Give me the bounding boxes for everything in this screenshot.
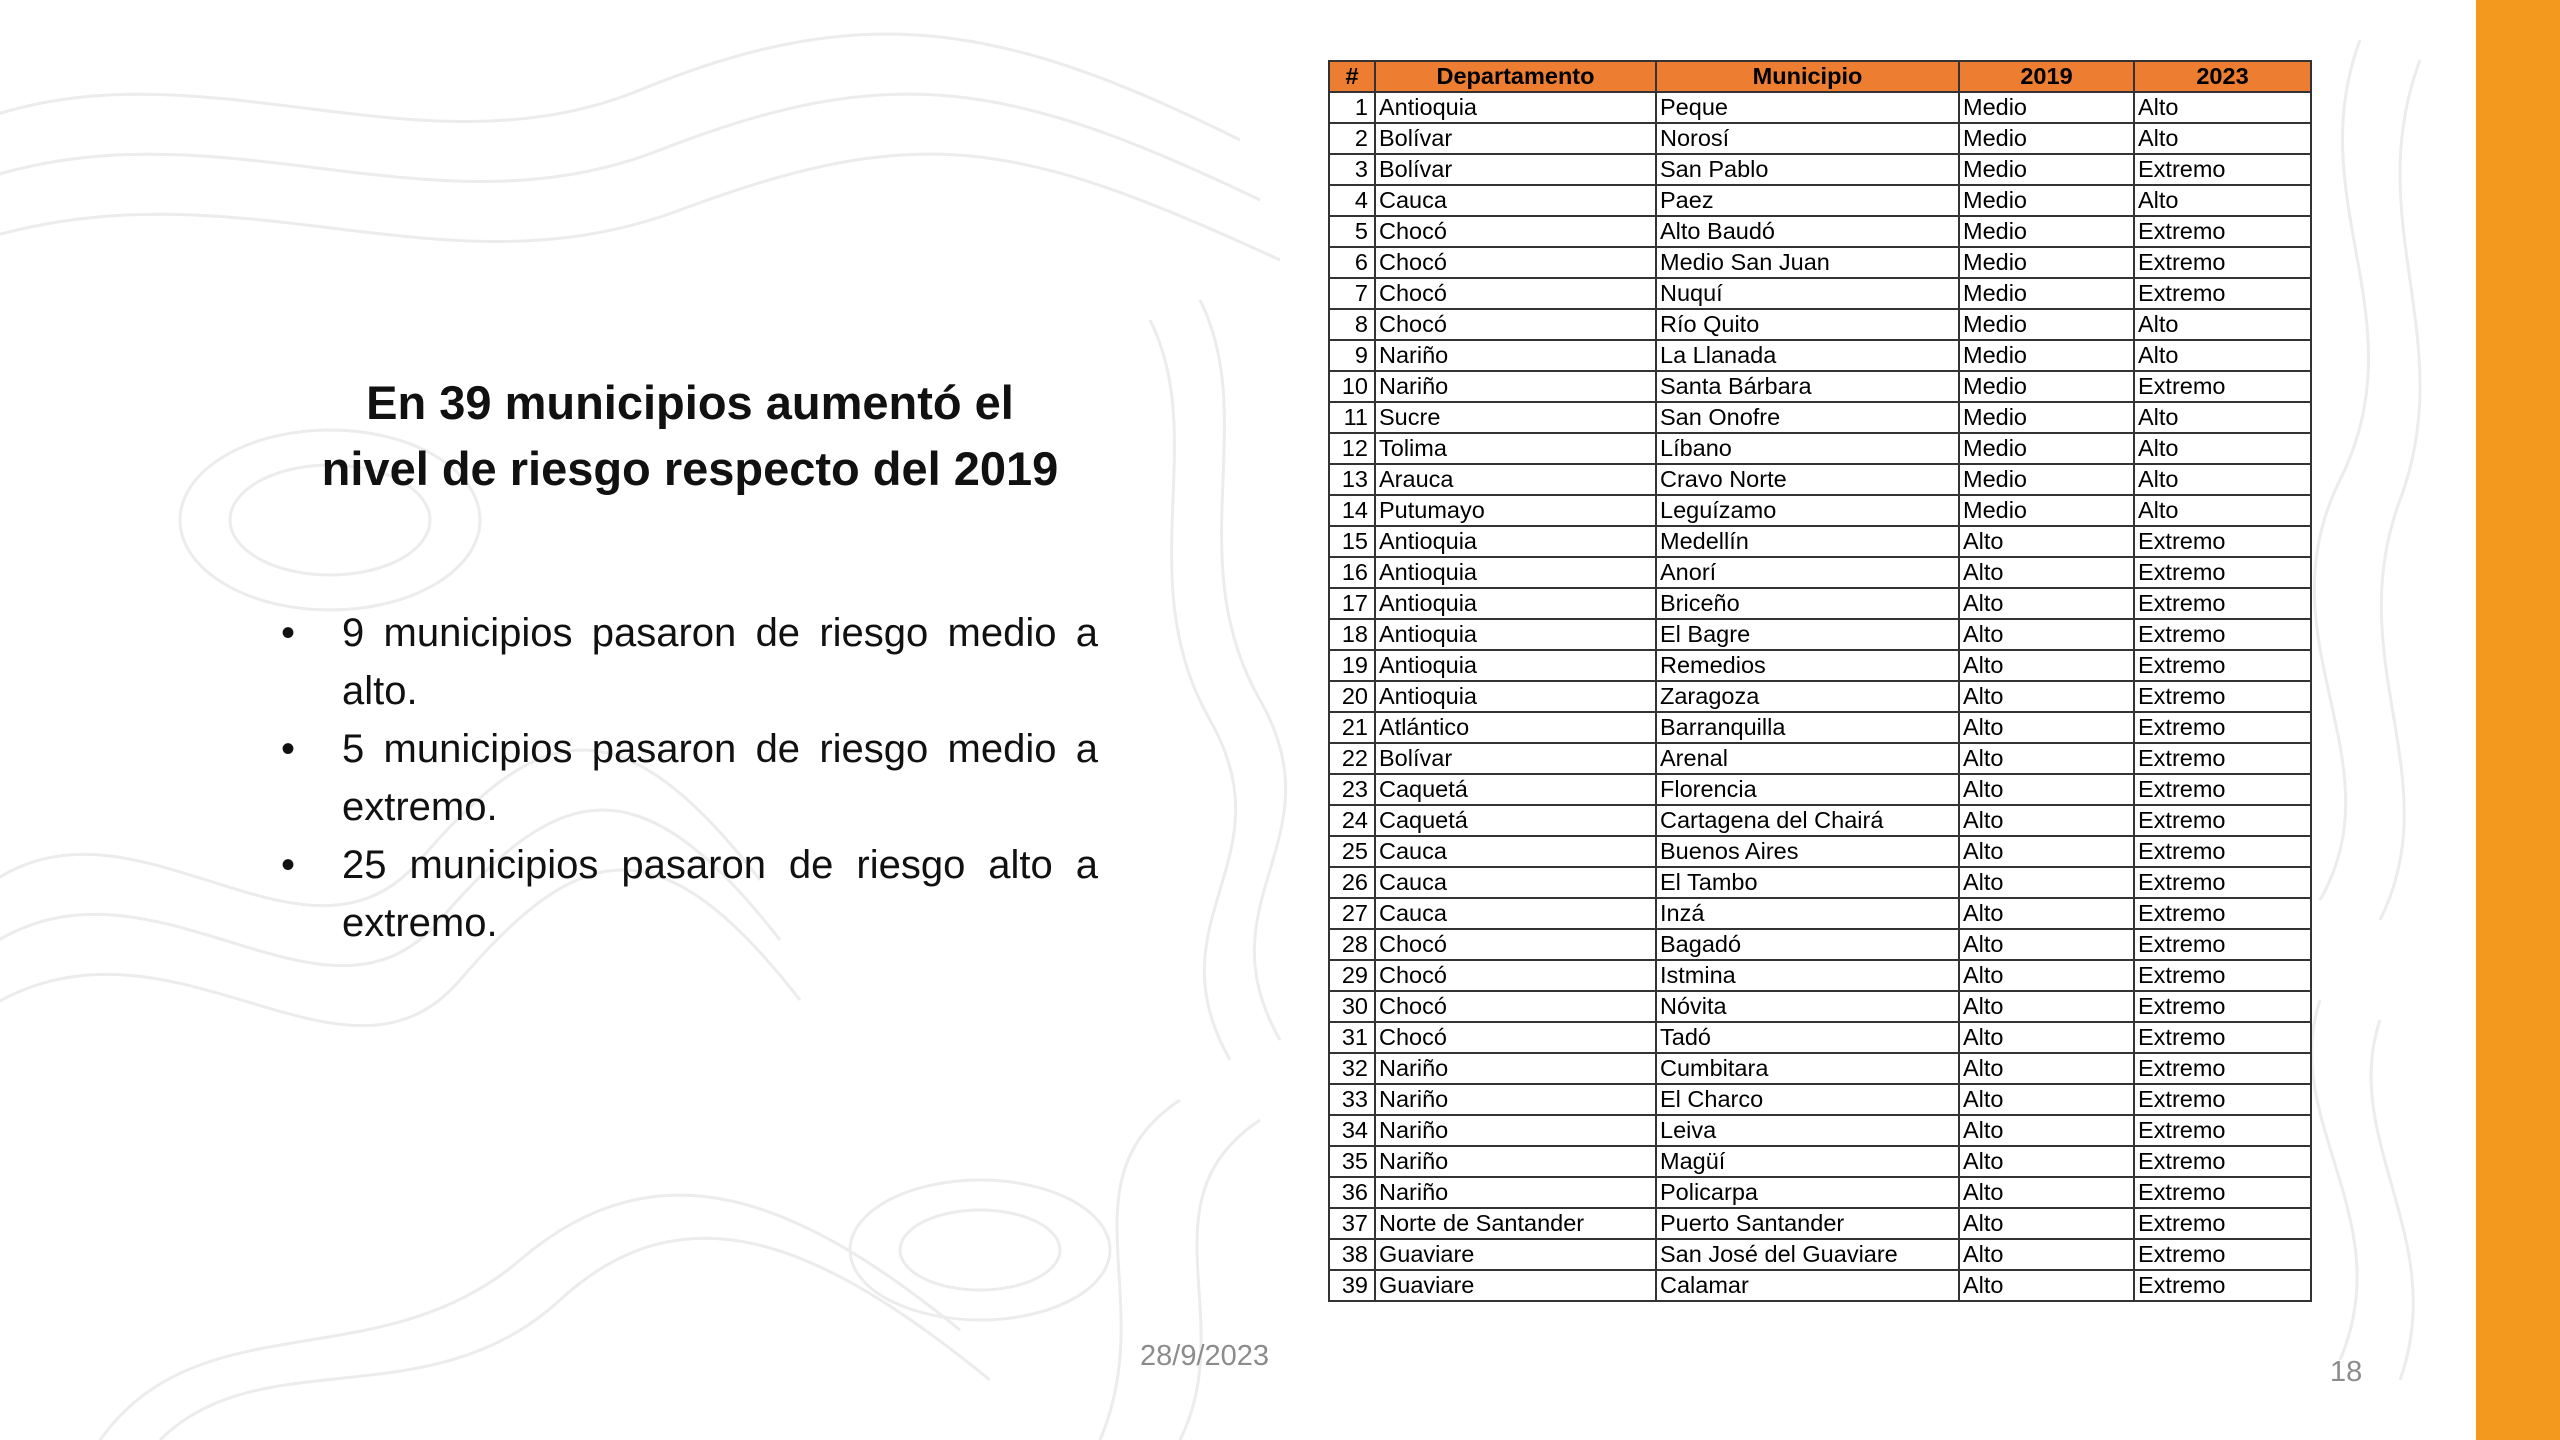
- cell-2019: Alto: [1959, 1208, 2134, 1239]
- bullet-text: 5 municipios pasaron de riesgo medio a extremo.: [342, 727, 1098, 829]
- cell-2019: Alto: [1959, 1146, 2134, 1177]
- cell-municipio: El Tambo: [1656, 867, 1959, 898]
- cell-municipio: Calamar: [1656, 1270, 1959, 1301]
- cell-municipio: San Onofre: [1656, 402, 1959, 433]
- cell-number: 19: [1329, 650, 1375, 681]
- table-row: [1329, 154, 2311, 185]
- cell-departamento: Sucre: [1375, 402, 1656, 433]
- cell-2019: Medio: [1959, 309, 2134, 340]
- cell-number: 5: [1329, 216, 1375, 247]
- cell-municipio: Medio San Juan: [1656, 247, 1959, 278]
- cell-municipio: Santa Bárbara: [1656, 371, 1959, 402]
- cell-municipio: Cartagena del Chairá: [1656, 805, 1959, 836]
- cell-departamento: Chocó: [1375, 216, 1656, 247]
- cell-departamento: Cauca: [1375, 836, 1656, 867]
- cell-2023: Alto: [2134, 185, 2311, 216]
- cell-2023: Extremo: [2134, 681, 2311, 712]
- cell-2019: Alto: [1959, 929, 2134, 960]
- cell-departamento: Nariño: [1375, 1177, 1656, 1208]
- cell-number: 37: [1329, 1208, 1375, 1239]
- cell-2019: Medio: [1959, 123, 2134, 154]
- table-row: [1329, 123, 2311, 154]
- cell-2019: Alto: [1959, 1177, 2134, 1208]
- cell-municipio: Anorí: [1656, 557, 1959, 588]
- table-row: [1329, 712, 2311, 743]
- table-row: [1329, 309, 2311, 340]
- cell-departamento: Antioquia: [1375, 526, 1656, 557]
- cell-2019: Medio: [1959, 247, 2134, 278]
- header-number: #: [1329, 61, 1375, 92]
- cell-2023: Extremo: [2134, 1208, 2311, 1239]
- table-row: [1329, 1177, 2311, 1208]
- bullet-icon: •: [281, 727, 296, 771]
- cell-2023: Alto: [2134, 309, 2311, 340]
- cell-municipio: Magüí: [1656, 1146, 1959, 1177]
- cell-2023: Extremo: [2134, 867, 2311, 898]
- cell-departamento: Chocó: [1375, 960, 1656, 991]
- cell-2019: Alto: [1959, 774, 2134, 805]
- cell-2019: Alto: [1959, 1084, 2134, 1115]
- cell-2023: Alto: [2134, 464, 2311, 495]
- cell-municipio: Nóvita: [1656, 991, 1959, 1022]
- cell-municipio: Peque: [1656, 92, 1959, 123]
- cell-2023: Extremo: [2134, 1239, 2311, 1270]
- cell-number: 18: [1329, 619, 1375, 650]
- cell-2019: Alto: [1959, 836, 2134, 867]
- heading-line-2: nivel de riesgo respecto del 2019: [321, 442, 1059, 495]
- cell-number: 23: [1329, 774, 1375, 805]
- cell-departamento: Arauca: [1375, 464, 1656, 495]
- bullet-item: [275, 836, 1098, 952]
- cell-2023: Extremo: [2134, 743, 2311, 774]
- cell-number: 36: [1329, 1177, 1375, 1208]
- cell-departamento: Antioquia: [1375, 557, 1656, 588]
- table-row: [1329, 743, 2311, 774]
- cell-number: 15: [1329, 526, 1375, 557]
- cell-2019: Medio: [1959, 154, 2134, 185]
- cell-number: 39: [1329, 1270, 1375, 1301]
- cell-2019: Medio: [1959, 433, 2134, 464]
- cell-number: 16: [1329, 557, 1375, 588]
- cell-number: 12: [1329, 433, 1375, 464]
- cell-departamento: Caquetá: [1375, 774, 1656, 805]
- table-row: [1329, 433, 2311, 464]
- cell-number: 22: [1329, 743, 1375, 774]
- table-row: [1329, 929, 2311, 960]
- cell-number: 38: [1329, 1239, 1375, 1270]
- bullet-item: [275, 720, 1098, 836]
- cell-number: 13: [1329, 464, 1375, 495]
- cell-departamento: Bolívar: [1375, 743, 1656, 774]
- cell-departamento: Norte de Santander: [1375, 1208, 1656, 1239]
- cell-departamento: Guaviare: [1375, 1270, 1656, 1301]
- bullet-icon: •: [281, 611, 296, 655]
- table-row: [1329, 92, 2311, 123]
- cell-2023: Extremo: [2134, 1270, 2311, 1301]
- cell-municipio: Cravo Norte: [1656, 464, 1959, 495]
- table-row: [1329, 526, 2311, 557]
- cell-departamento: Nariño: [1375, 1115, 1656, 1146]
- cell-2019: Medio: [1959, 185, 2134, 216]
- cell-municipio: San José del Guaviare: [1656, 1239, 1959, 1270]
- table-body: [1329, 92, 2311, 1301]
- cell-departamento: Nariño: [1375, 340, 1656, 371]
- cell-departamento: Antioquia: [1375, 92, 1656, 123]
- header-2019: 2019: [1959, 61, 2134, 92]
- cell-municipio: Leguízamo: [1656, 495, 1959, 526]
- cell-municipio: Río Quito: [1656, 309, 1959, 340]
- cell-number: 29: [1329, 960, 1375, 991]
- table-row: [1329, 340, 2311, 371]
- header-departamento: Departamento: [1375, 61, 1656, 92]
- cell-2023: Extremo: [2134, 1022, 2311, 1053]
- cell-2019: Medio: [1959, 340, 2134, 371]
- cell-departamento: Cauca: [1375, 185, 1656, 216]
- bullet-text: 25 municipios pasaron de riesgo alto a extremo.: [342, 843, 1098, 945]
- slide-heading: [275, 370, 1105, 502]
- cell-2023: Extremo: [2134, 650, 2311, 681]
- cell-2023: Alto: [2134, 495, 2311, 526]
- cell-2019: Alto: [1959, 1239, 2134, 1270]
- cell-2023: Alto: [2134, 340, 2311, 371]
- cell-number: 30: [1329, 991, 1375, 1022]
- table-row: [1329, 1053, 2311, 1084]
- bullet-icon: •: [281, 843, 296, 887]
- cell-2023: Alto: [2134, 123, 2311, 154]
- orange-accent-bar: [2476, 0, 2560, 1440]
- slide-date: 28/9/2023: [1140, 1340, 1270, 1372]
- cell-municipio: Buenos Aires: [1656, 836, 1959, 867]
- cell-departamento: Cauca: [1375, 867, 1656, 898]
- page-number: 18: [2330, 1356, 2363, 1388]
- cell-departamento: Chocó: [1375, 247, 1656, 278]
- table-row: [1329, 650, 2311, 681]
- cell-2023: Extremo: [2134, 371, 2311, 402]
- cell-municipio: Barranquilla: [1656, 712, 1959, 743]
- cell-departamento: Antioquia: [1375, 681, 1656, 712]
- cell-number: 25: [1329, 836, 1375, 867]
- table-row: [1329, 1239, 2311, 1270]
- bullet-text: 9 municipios pasaron de riesgo medio a alto.: [342, 611, 1098, 713]
- cell-number: 28: [1329, 929, 1375, 960]
- cell-2023: Extremo: [2134, 619, 2311, 650]
- cell-departamento: Nariño: [1375, 371, 1656, 402]
- cell-2019: Alto: [1959, 650, 2134, 681]
- cell-2019: Alto: [1959, 1115, 2134, 1146]
- cell-2019: Alto: [1959, 681, 2134, 712]
- cell-number: 21: [1329, 712, 1375, 743]
- table-row: [1329, 1022, 2311, 1053]
- cell-2023: Extremo: [2134, 557, 2311, 588]
- cell-municipio: Istmina: [1656, 960, 1959, 991]
- cell-departamento: Antioquia: [1375, 588, 1656, 619]
- cell-municipio: El Charco: [1656, 1084, 1959, 1115]
- cell-number: 34: [1329, 1115, 1375, 1146]
- cell-2019: Medio: [1959, 371, 2134, 402]
- heading-line-1: En 39 municipios aumentó el: [366, 376, 1014, 429]
- cell-departamento: Bolívar: [1375, 123, 1656, 154]
- table-row: [1329, 681, 2311, 712]
- cell-2019: Medio: [1959, 216, 2134, 247]
- cell-2023: Extremo: [2134, 278, 2311, 309]
- cell-2019: Medio: [1959, 402, 2134, 433]
- cell-number: 2: [1329, 123, 1375, 154]
- cell-municipio: Medellín: [1656, 526, 1959, 557]
- table-row: [1329, 216, 2311, 247]
- cell-2023: Extremo: [2134, 526, 2311, 557]
- cell-departamento: Chocó: [1375, 278, 1656, 309]
- cell-2023: Extremo: [2134, 929, 2311, 960]
- cell-2023: Extremo: [2134, 836, 2311, 867]
- cell-number: 11: [1329, 402, 1375, 433]
- header-2023: 2023: [2134, 61, 2311, 92]
- bullet-item: [275, 604, 1098, 720]
- cell-2019: Alto: [1959, 991, 2134, 1022]
- cell-number: 14: [1329, 495, 1375, 526]
- cell-number: 26: [1329, 867, 1375, 898]
- table-row: [1329, 619, 2311, 650]
- cell-municipio: Paez: [1656, 185, 1959, 216]
- cell-departamento: Chocó: [1375, 309, 1656, 340]
- table-row: [1329, 867, 2311, 898]
- table-row: [1329, 495, 2311, 526]
- cell-2023: Extremo: [2134, 774, 2311, 805]
- cell-departamento: Cauca: [1375, 898, 1656, 929]
- cell-municipio: Líbano: [1656, 433, 1959, 464]
- cell-2023: Extremo: [2134, 991, 2311, 1022]
- cell-number: 17: [1329, 588, 1375, 619]
- cell-2019: Alto: [1959, 1270, 2134, 1301]
- cell-municipio: Alto Baudó: [1656, 216, 1959, 247]
- cell-number: 32: [1329, 1053, 1375, 1084]
- table-row: [1329, 1270, 2311, 1301]
- table-row: [1329, 1115, 2311, 1146]
- cell-departamento: Nariño: [1375, 1084, 1656, 1115]
- cell-municipio: San Pablo: [1656, 154, 1959, 185]
- cell-2023: Alto: [2134, 433, 2311, 464]
- table-row: [1329, 402, 2311, 433]
- cell-municipio: Policarpa: [1656, 1177, 1959, 1208]
- cell-departamento: Putumayo: [1375, 495, 1656, 526]
- cell-2019: Alto: [1959, 712, 2134, 743]
- cell-number: 8: [1329, 309, 1375, 340]
- cell-number: 33: [1329, 1084, 1375, 1115]
- cell-2019: Alto: [1959, 1022, 2134, 1053]
- cell-2019: Medio: [1959, 278, 2134, 309]
- cell-2023: Alto: [2134, 92, 2311, 123]
- cell-departamento: Nariño: [1375, 1053, 1656, 1084]
- table-row: [1329, 1208, 2311, 1239]
- cell-2019: Alto: [1959, 960, 2134, 991]
- cell-municipio: Inzá: [1656, 898, 1959, 929]
- cell-number: 24: [1329, 805, 1375, 836]
- cell-number: 6: [1329, 247, 1375, 278]
- cell-municipio: Bagadó: [1656, 929, 1959, 960]
- cell-municipio: Remedios: [1656, 650, 1959, 681]
- cell-number: 1: [1329, 92, 1375, 123]
- header-municipio: Municipio: [1656, 61, 1959, 92]
- cell-departamento: Bolívar: [1375, 154, 1656, 185]
- table-row: [1329, 1084, 2311, 1115]
- cell-municipio: Briceño: [1656, 588, 1959, 619]
- cell-2019: Alto: [1959, 805, 2134, 836]
- cell-number: 27: [1329, 898, 1375, 929]
- cell-2023: Extremo: [2134, 1053, 2311, 1084]
- cell-2023: Alto: [2134, 402, 2311, 433]
- cell-municipio: La Llanada: [1656, 340, 1959, 371]
- cell-departamento: Chocó: [1375, 1022, 1656, 1053]
- cell-2023: Extremo: [2134, 216, 2311, 247]
- cell-number: 10: [1329, 371, 1375, 402]
- cell-2019: Medio: [1959, 92, 2134, 123]
- table-row: [1329, 185, 2311, 216]
- cell-number: 4: [1329, 185, 1375, 216]
- cell-departamento: Antioquia: [1375, 650, 1656, 681]
- cell-2023: Extremo: [2134, 898, 2311, 929]
- cell-municipio: Cumbitara: [1656, 1053, 1959, 1084]
- table-row: [1329, 247, 2311, 278]
- cell-number: 20: [1329, 681, 1375, 712]
- cell-departamento: Nariño: [1375, 1146, 1656, 1177]
- cell-municipio: Leiva: [1656, 1115, 1959, 1146]
- table-row: [1329, 588, 2311, 619]
- cell-2019: Alto: [1959, 557, 2134, 588]
- cell-municipio: Nuquí: [1656, 278, 1959, 309]
- cell-2023: Extremo: [2134, 247, 2311, 278]
- cell-municipio: Arenal: [1656, 743, 1959, 774]
- cell-municipio: El Bagre: [1656, 619, 1959, 650]
- cell-number: 31: [1329, 1022, 1375, 1053]
- table-row: [1329, 464, 2311, 495]
- table-row: [1329, 774, 2311, 805]
- cell-2023: Extremo: [2134, 588, 2311, 619]
- table-row: [1329, 1146, 2311, 1177]
- cell-departamento: Caquetá: [1375, 805, 1656, 836]
- cell-number: 7: [1329, 278, 1375, 309]
- cell-departamento: Atlántico: [1375, 712, 1656, 743]
- table-row: [1329, 991, 2311, 1022]
- table-row: [1329, 836, 2311, 867]
- cell-municipio: Zaragoza: [1656, 681, 1959, 712]
- cell-2023: Extremo: [2134, 1177, 2311, 1208]
- cell-municipio: Florencia: [1656, 774, 1959, 805]
- table-row: [1329, 557, 2311, 588]
- cell-2023: Extremo: [2134, 805, 2311, 836]
- cell-departamento: Chocó: [1375, 991, 1656, 1022]
- cell-2019: Alto: [1959, 619, 2134, 650]
- table-row: [1329, 960, 2311, 991]
- cell-2023: Extremo: [2134, 960, 2311, 991]
- cell-departamento: Antioquia: [1375, 619, 1656, 650]
- risk-table: [1328, 60, 2312, 1302]
- cell-2019: Alto: [1959, 526, 2134, 557]
- cell-departamento: Guaviare: [1375, 1239, 1656, 1270]
- cell-municipio: Puerto Santander: [1656, 1208, 1959, 1239]
- cell-number: 9: [1329, 340, 1375, 371]
- table-row: [1329, 805, 2311, 836]
- cell-2019: Alto: [1959, 898, 2134, 929]
- cell-2019: Medio: [1959, 495, 2134, 526]
- cell-municipio: Tadó: [1656, 1022, 1959, 1053]
- table-row: [1329, 371, 2311, 402]
- cell-2023: Extremo: [2134, 1084, 2311, 1115]
- cell-2023: Extremo: [2134, 1115, 2311, 1146]
- cell-2019: Alto: [1959, 743, 2134, 774]
- cell-departamento: Tolima: [1375, 433, 1656, 464]
- cell-2019: Alto: [1959, 1053, 2134, 1084]
- table-header-row: [1329, 61, 2311, 92]
- table-row: [1329, 898, 2311, 929]
- cell-2019: Alto: [1959, 867, 2134, 898]
- cell-municipio: Norosí: [1656, 123, 1959, 154]
- cell-2023: Extremo: [2134, 712, 2311, 743]
- cell-2019: Medio: [1959, 464, 2134, 495]
- cell-number: 35: [1329, 1146, 1375, 1177]
- cell-number: 3: [1329, 154, 1375, 185]
- cell-2019: Alto: [1959, 588, 2134, 619]
- table-row: [1329, 278, 2311, 309]
- bullet-list: [275, 604, 1098, 952]
- cell-departamento: Chocó: [1375, 929, 1656, 960]
- cell-2023: Extremo: [2134, 154, 2311, 185]
- cell-2023: Extremo: [2134, 1146, 2311, 1177]
